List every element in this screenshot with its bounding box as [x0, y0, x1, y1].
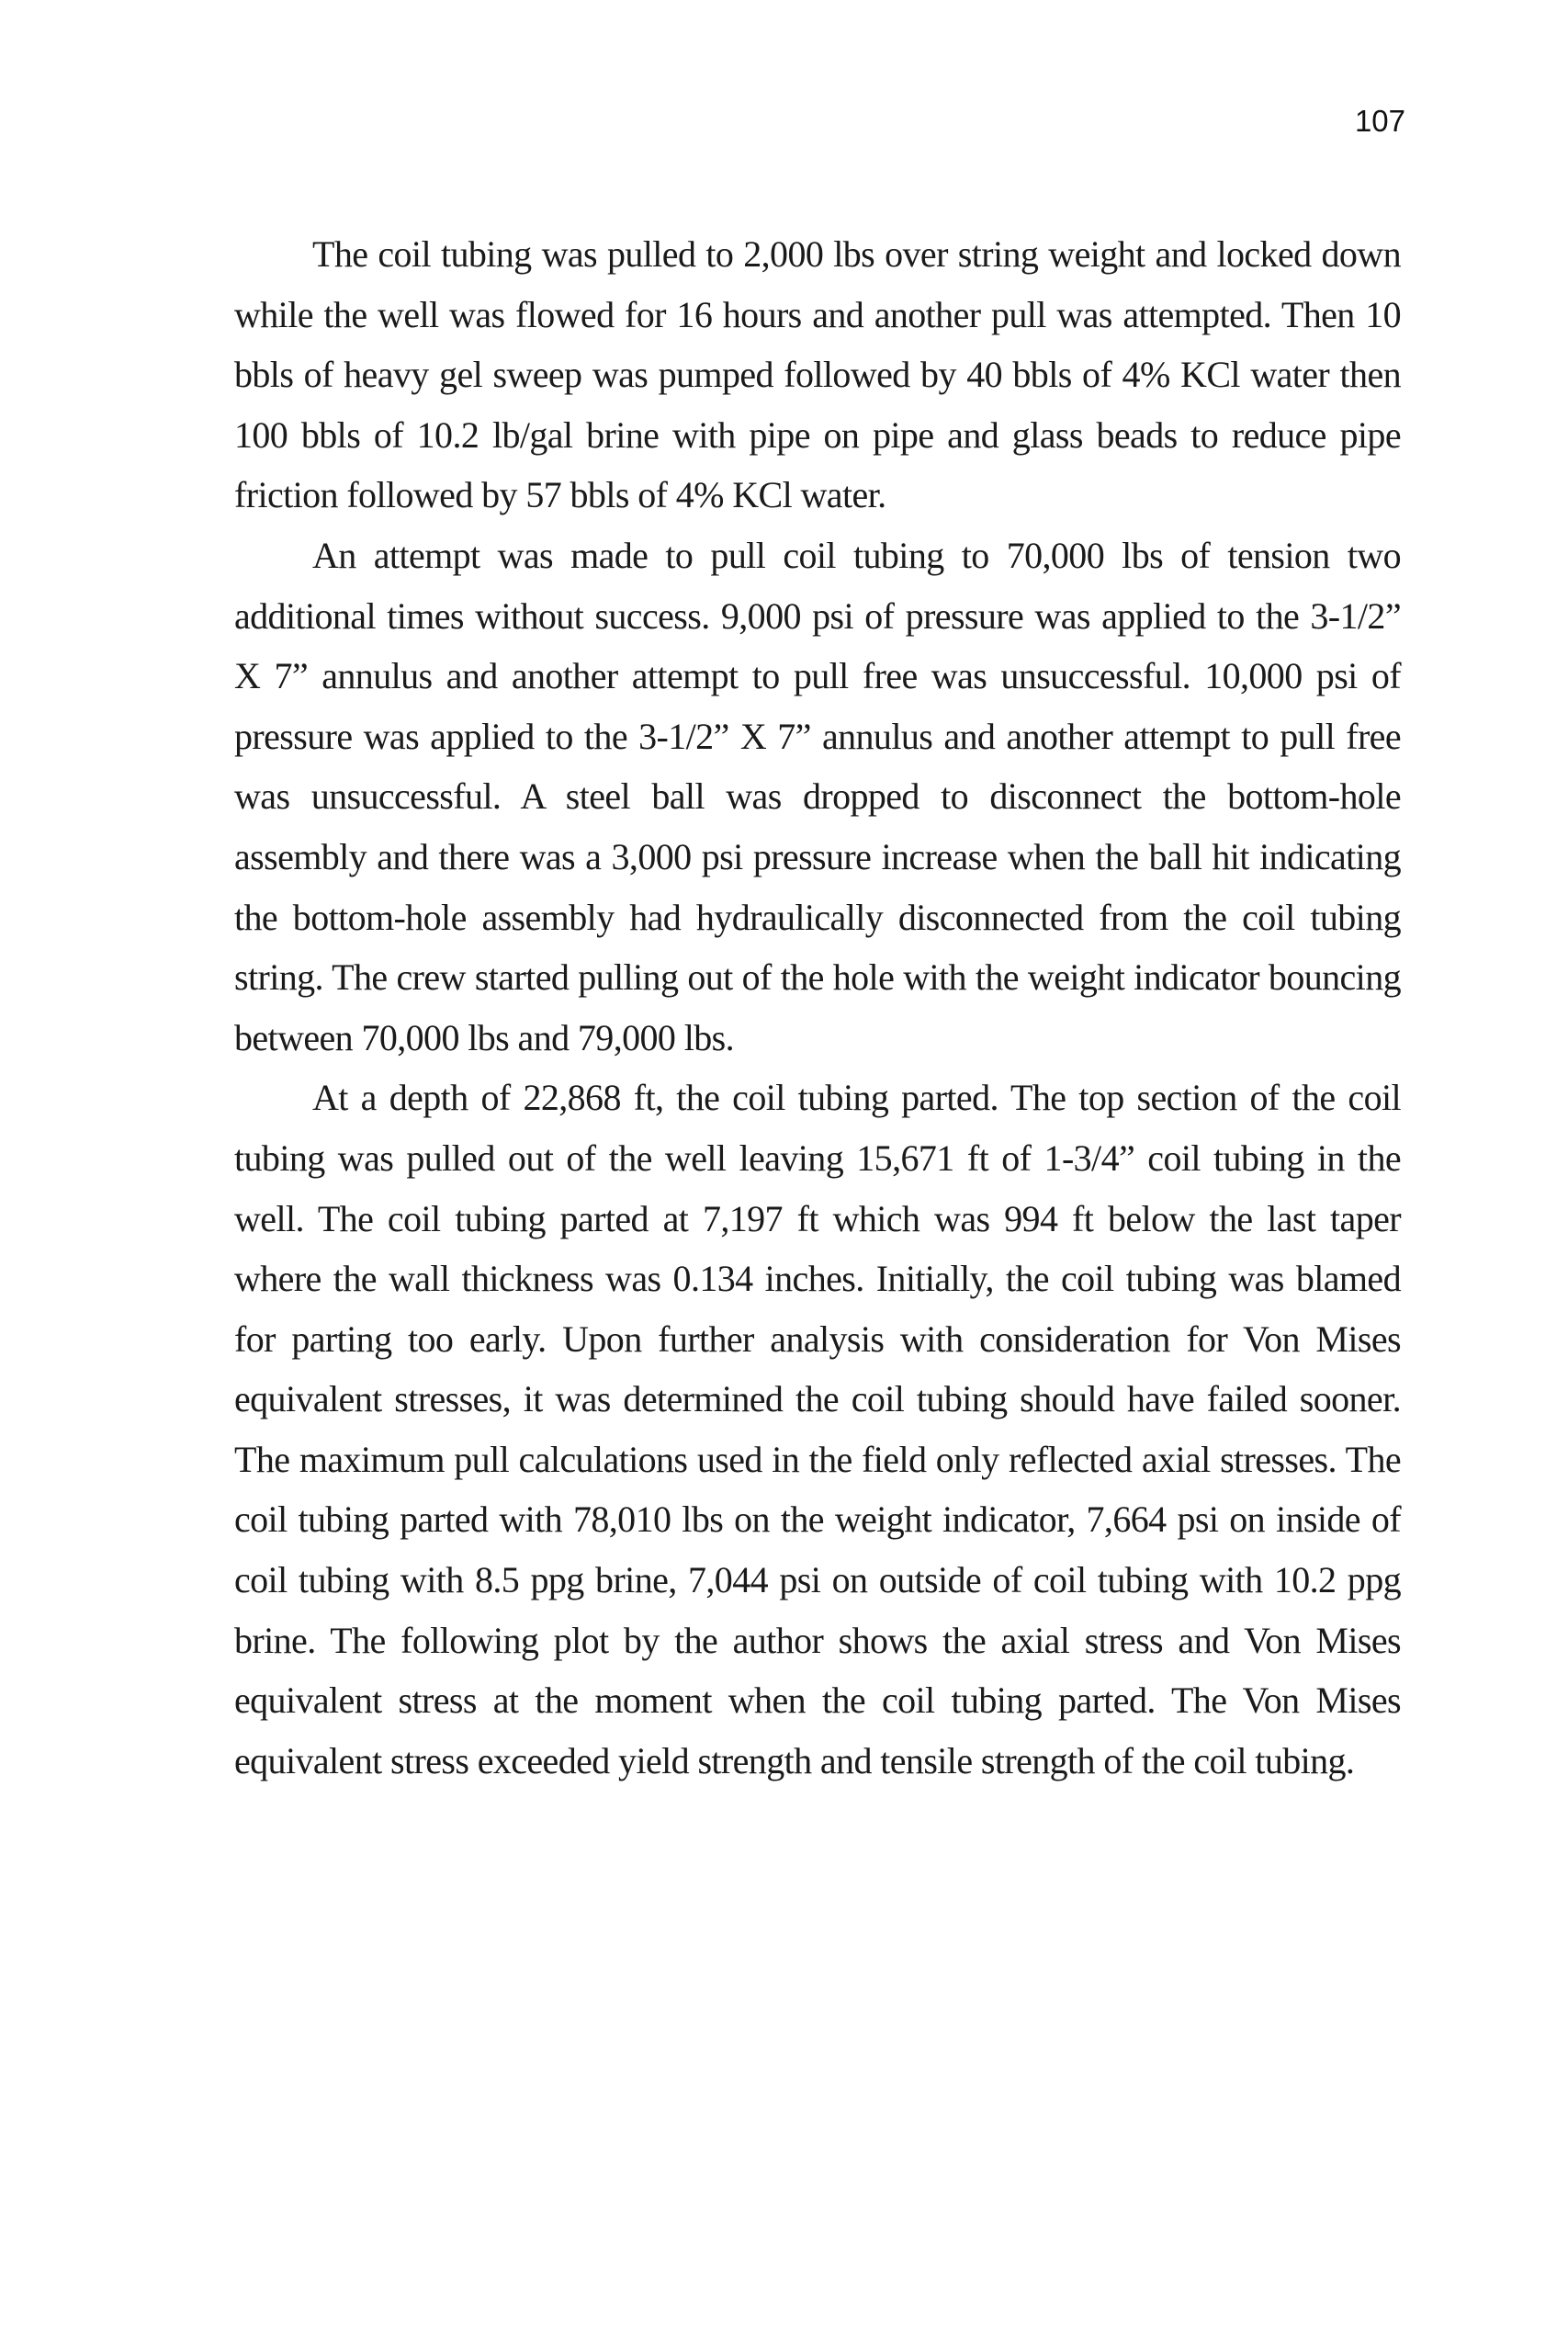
paragraph-coil-pull-attempts: The coil tubing was pulled to 2,000 lbs over string weight and locked down while the well was flowed for 16 hours and another pull was attempted. Then 10 bbls of heavy gel sweep was pumped followed by 40 bbls of 4% KCl water then 100 bbls of 10.2 lb/gal brine with pipe on pipe and glass beads to reduce pipe friction followed by 57 bbls of 4% KCl water. — [234, 233, 1401, 516]
paragraph-pressure-attempts: An attempt was made to pull coil tubing to 70,000 lbs of tension two additional times without success. 9,000 psi of pressure was applied to the 3-1/2” X 7” annulus and another attempt to pull free was unsuccessful. 10,000 psi of pressure was applied to the 3-1/2” X 7” annulus and another attempt to pull free was unsuccessful. A steel ball was dropped to disconnect the bottom-hole assembly and there was a 3,000 psi pressure increase when the ball hit indicating the bottom-hole assembly had hydraulically disconnected from the coil tubing string. The crew started pulling out of the hole with the weight indicator bouncing between 70,000 lbs and 79,000 lbs. — [234, 534, 1401, 1058]
paragraph-tubing-parted: At a depth of 22,868 ft, the coil tubing parted. The top section of the coil tubing was pulled out of the well leaving 15,671 ft of 1-3/4” coil tubing in the well. The coil tubing parted at 7,197 ft which was 994 ft below the last taper where the wall thickness was 0.134 inches. Initially, the coil tubing was blamed for parting too early. Upon further analysis with consideration for Von Mises equivalent stresses, it was determined the coil tubing should have failed sooner. The maximum pull calculations used in the field only reflected axial stresses. The coil tubing parted with 78,010 lbs on the weight indicator, 7,664 psi on inside of coil tubing with 8.5 ppg brine, 7,044 psi on outside of coil tubing with 10.2 ppg brine. The following plot by the author shows the axial stress and Von Mises equivalent stress at the moment when the coil tubing parted. The Von Mises equivalent stress exceeded yield strength and tensile strength of the coil tubing. — [234, 1077, 1401, 1781]
body-text — [234, 224, 1401, 1791]
page-number: 107 — [1354, 104, 1405, 138]
